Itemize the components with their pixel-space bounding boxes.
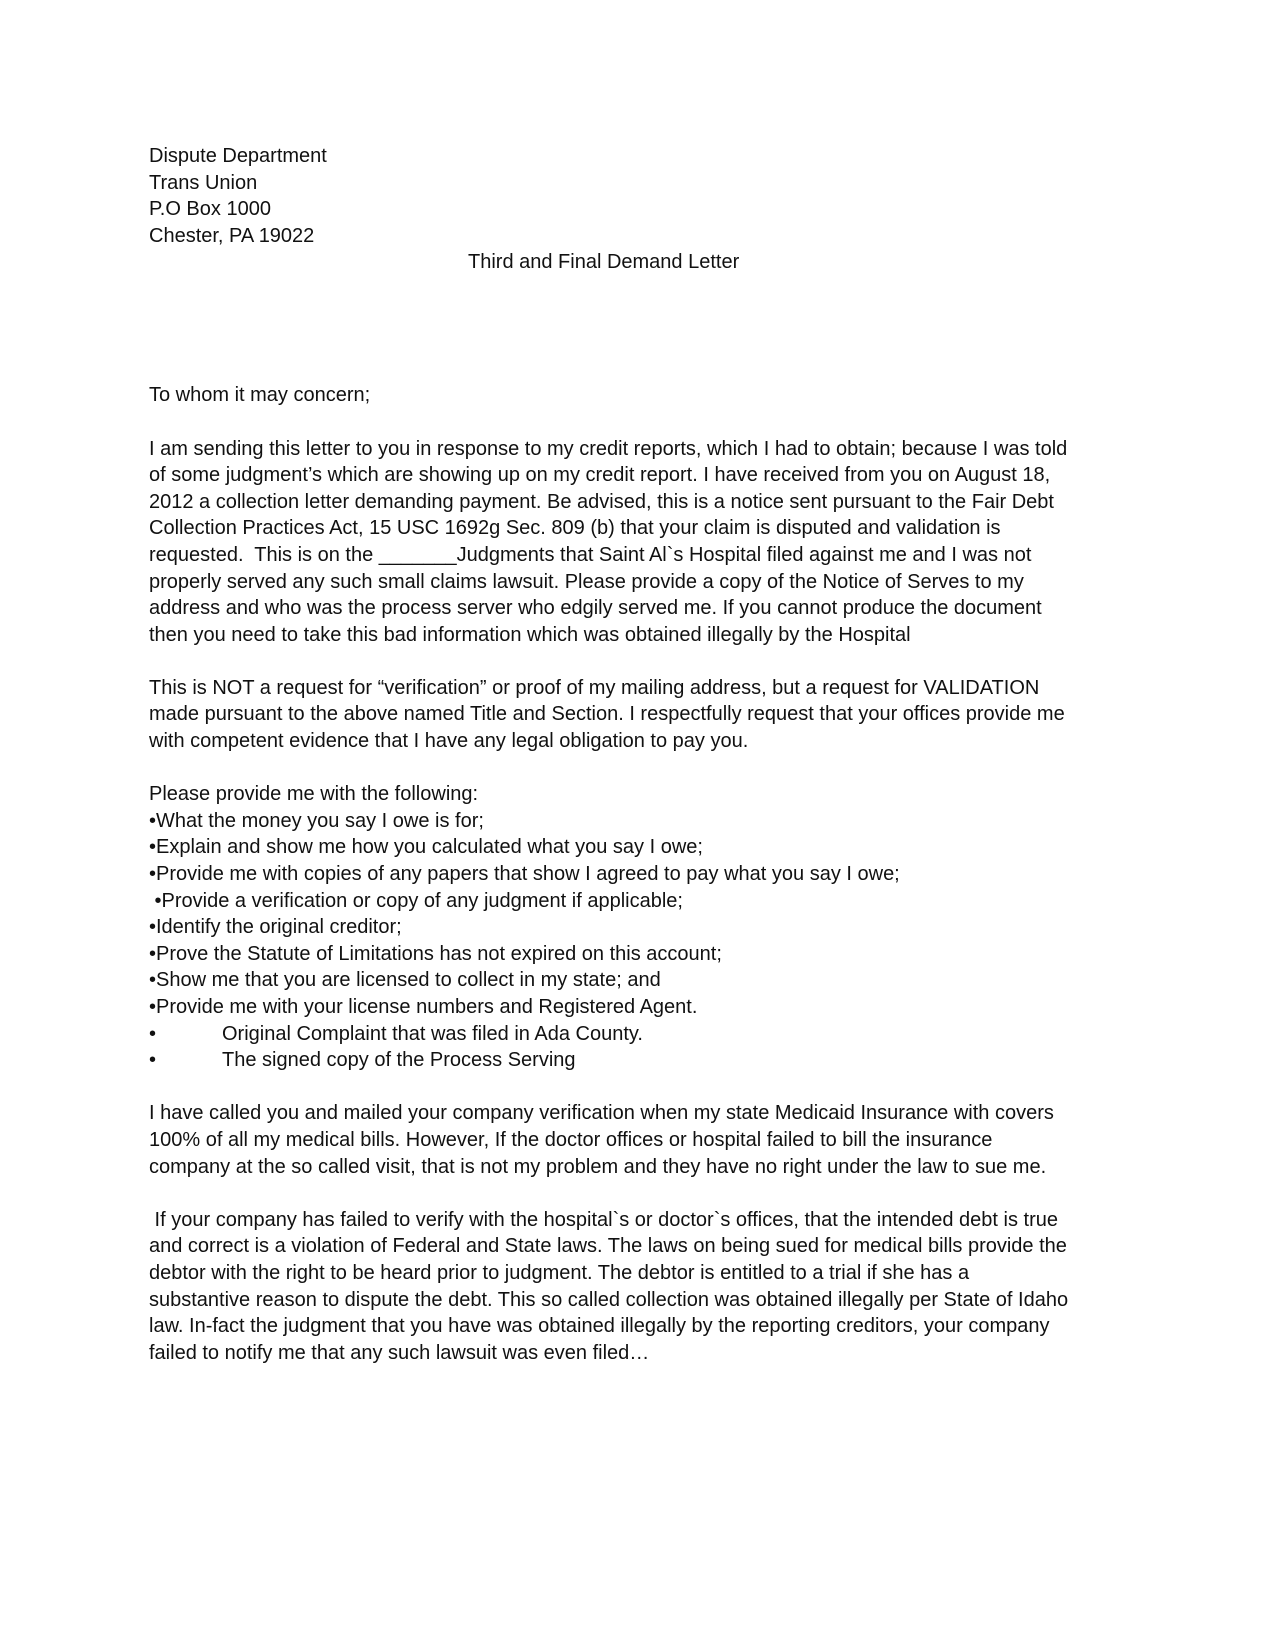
paragraph-line: substantive reason to dispute the debt. This so called collection was obtained illegally per State of Idaho: [149, 1288, 1069, 1311]
list-item: •Prove the Statute of Limitations has not expired on this account;: [149, 942, 722, 965]
list-item: •Explain and show me how you calculated what you say I owe;: [149, 836, 703, 859]
recipient-address: [149, 143, 1139, 249]
paragraph-line: requested. This is on the _______Judgments that Saint Al`s Hospital filed against me and I was not: [149, 543, 1032, 566]
list-item-text: Original Complaint that was filed in Ada County.: [222, 1022, 643, 1045]
list-item: •Identify the original creditor;: [149, 916, 402, 939]
paragraph-line: failed to notify me that any such lawsuit was even filed…: [149, 1341, 650, 1364]
list-intro: Please provide me with the following:: [149, 783, 479, 806]
paragraph-line: company at the so called visit, that is not my problem and they have no right under the law to sue me.: [149, 1155, 1047, 1178]
request-list: [149, 781, 1139, 1074]
paragraph-line: made pursuant to the above named Title and Section. I respectfully request that your offices provide me: [149, 703, 1065, 726]
list-item: •Show me that you are licensed to collect in my state; and: [149, 969, 661, 992]
list-item: [149, 1021, 1139, 1048]
address-line: Dispute Department: [149, 145, 327, 167]
paragraph-line: properly served any such small claims lawsuit. Please provide a copy of the Notice of Serves to my: [149, 570, 1024, 593]
paragraph-line: address and who was the process server who edgily served me. If you cannot produce the document: [149, 597, 1042, 620]
paragraph-line: I am sending this letter to you in response to my credit reports, which I had to obtain; because I was told: [149, 437, 1068, 460]
address-line: Trans Union: [149, 171, 258, 194]
address-line: Chester, PA 19022: [149, 224, 315, 247]
salutation: To whom it may concern;: [149, 384, 371, 407]
paragraph-line: If your company has failed to verify with the hospital`s or doctor`s offices, that the intended debt is true: [149, 1208, 1058, 1231]
paragraph-line: This is NOT a request for “verification” or proof of my mailing address, but a request for VALIDATION: [149, 676, 1040, 699]
address-line: P.O Box 1000: [149, 198, 271, 221]
paragraph-2: [149, 675, 1139, 755]
bullet: •: [149, 1049, 157, 1072]
paragraph-4: [149, 1207, 1139, 1367]
paragraph-line: debtor with the right to be heard prior to judgment. The debtor is entitled to a trial if she has a: [149, 1261, 970, 1284]
paragraph-line: law. In-fact the judgment that you have was obtained illegally by the reporting creditors, your company: [149, 1315, 1050, 1338]
paragraph-1: [149, 436, 1139, 649]
letter-subject: Third and Final Demand Letter: [468, 251, 740, 274]
paragraph-3: [149, 1100, 1139, 1180]
paragraph-line: I have called you and mailed your company verification when my state Medicaid Insurance with covers: [149, 1102, 1054, 1125]
paragraph-line: 2012 a collection letter demanding payment. Be advised, this is a notice sent pursuant to the Fair Debt: [149, 490, 1054, 513]
list-item: •Provide me with copies of any papers that show I agreed to pay what you say I owe;: [149, 863, 900, 886]
paragraph-line: with competent evidence that I have any legal obligation to pay you.: [149, 730, 749, 753]
bullet: •: [149, 1022, 157, 1045]
list-item: [149, 1047, 1139, 1074]
list-item: •Provide a verification or copy of any judgment if applicable;: [149, 889, 683, 912]
paragraph-line: then you need to take this bad information which was obtained illegally by the Hospital: [149, 623, 911, 646]
paragraph-line: of some judgment’s which are showing up on my credit report. I have received from you on August 18,: [149, 464, 1051, 487]
list-item: •What the money you say I owe is for;: [149, 809, 484, 832]
list-item-text: The signed copy of the Process Serving: [222, 1049, 576, 1072]
list-item: •Provide me with your license numbers and Registered Agent.: [149, 996, 698, 1019]
paragraph-line: Collection Practices Act, 15 USC 1692g Sec. 809 (b) that your claim is disputed and validation is: [149, 517, 1001, 540]
paragraph-line: 100% of all my medical bills. However, If the doctor offices or hospital failed to bill the insurance: [149, 1128, 993, 1151]
paragraph-line: and correct is a violation of Federal and State laws. The laws on being sued for medical bills provide the: [149, 1235, 1067, 1258]
letter-page: [149, 143, 1139, 1366]
